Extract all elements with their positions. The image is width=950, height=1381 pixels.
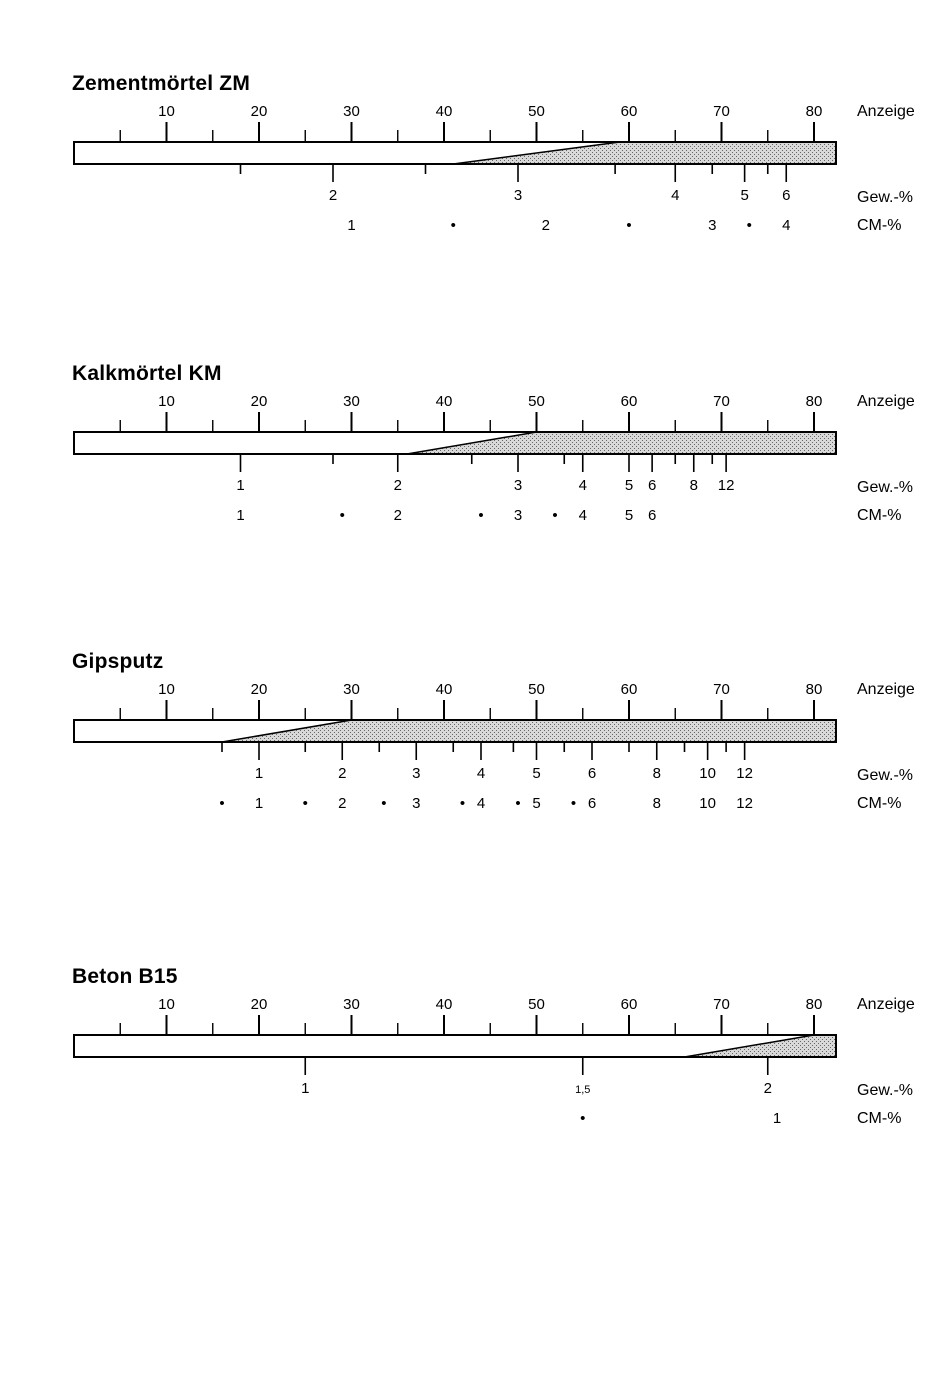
cm-dot-mark: • [580, 1110, 586, 1127]
gew-tick-label: 5 [532, 765, 541, 782]
anzeige-tick-label: 50 [528, 103, 545, 120]
anzeige-tick-label: 20 [250, 996, 268, 1013]
cm-dot-mark: • [339, 507, 345, 524]
scale-beton-b15 [0, 965, 950, 1205]
row-label-gew: Gew.-% [857, 767, 914, 784]
cm-tick-label: 3 [412, 795, 421, 812]
anzeige-tick-label: 80 [805, 681, 823, 698]
anzeige-tick-label: 70 [713, 996, 730, 1013]
cm-dot-mark: • [626, 217, 632, 234]
anzeige-tick-label: 20 [250, 103, 268, 120]
anzeige-tick-label: 40 [435, 996, 453, 1013]
gew-tick-label: 5 [624, 477, 634, 494]
cm-dot-mark: • [450, 217, 456, 234]
cm-tick-label: 1 [347, 217, 356, 234]
gew-tick-label: 8 [689, 477, 698, 494]
row-label-anzeige: Anzeige [857, 393, 915, 410]
gew-tick-label: 3 [412, 765, 421, 782]
gew-tick-label: 1 [301, 1080, 310, 1097]
anzeige-tick-label: 60 [620, 103, 638, 120]
scale-kalkmoertel [0, 362, 950, 602]
cm-tick-label: 5 [532, 795, 541, 812]
gew-tick-label: 4 [578, 477, 587, 494]
gew-tick-label: 2 [763, 1080, 772, 1097]
row-label-cm: CM-% [857, 1110, 902, 1127]
scale-title: Beton B15 [72, 965, 178, 988]
anzeige-tick-label: 60 [620, 393, 638, 410]
anzeige-tick-label: 50 [528, 393, 545, 410]
anzeige-tick-label: 50 [528, 996, 545, 1013]
row-label-cm: CM-% [857, 795, 902, 812]
cm-tick-label: 10 [699, 795, 716, 812]
scale-chart [0, 103, 950, 312]
anzeige-tick-label: 30 [343, 103, 360, 120]
anzeige-tick-label: 50 [528, 681, 545, 698]
cm-dot-mark: • [478, 507, 484, 524]
cm-tick-label: 4 [476, 795, 486, 812]
scale-zementmoertel [0, 72, 950, 312]
anzeige-tick-label: 30 [343, 681, 360, 698]
gew-tick-label: 10 [699, 765, 716, 782]
anzeige-tick-label: 30 [343, 393, 360, 410]
anzeige-tick-label: 70 [713, 103, 730, 120]
row-label-gew: Gew.-% [857, 1082, 914, 1099]
cm-tick-label: 2 [393, 507, 402, 524]
cm-tick-label: 3 [513, 507, 523, 524]
gew-tick-label: 1,5 [575, 1084, 591, 1096]
anzeige-tick-label: 10 [158, 681, 175, 698]
anzeige-tick-label: 20 [250, 681, 268, 698]
gew-tick-label: 6 [647, 477, 657, 494]
gew-tick-label: 6 [782, 187, 791, 204]
row-label-cm: CM-% [857, 507, 902, 524]
gew-tick-label: 2 [328, 187, 338, 204]
row-label-anzeige: Anzeige [857, 103, 915, 120]
gew-tick-label: 4 [476, 765, 486, 782]
anzeige-tick-label: 10 [158, 103, 175, 120]
cm-dot-mark: • [515, 795, 521, 812]
scale-chart [0, 681, 950, 890]
cm-tick-label: 1 [254, 795, 264, 812]
gew-tick-label: 12 [736, 765, 753, 782]
gew-tick-label: 2 [393, 477, 402, 494]
cm-tick-label: 3 [708, 217, 717, 234]
row-label-anzeige: Anzeige [857, 996, 915, 1013]
cm-dot-mark: • [746, 217, 752, 234]
cm-dot-mark: • [459, 795, 466, 812]
anzeige-tick-label: 80 [805, 996, 823, 1013]
anzeige-tick-label: 40 [435, 681, 453, 698]
anzeige-tick-label: 70 [713, 681, 730, 698]
anzeige-tick-label: 40 [435, 393, 453, 410]
cm-tick-label: 1 [236, 507, 245, 524]
anzeige-tick-label: 30 [343, 996, 360, 1013]
gew-tick-label: 6 [587, 765, 597, 782]
gew-tick-label: 2 [338, 765, 347, 782]
row-label-gew: Gew.-% [857, 479, 914, 496]
row-label-anzeige: Anzeige [857, 681, 915, 698]
gew-tick-label: 12 [717, 477, 735, 494]
cm-dot-mark: • [381, 795, 387, 812]
cm-tick-label: 2 [541, 217, 550, 234]
scale-chart [0, 393, 950, 602]
cm-tick-label: 5 [624, 507, 634, 524]
cm-tick-label: 6 [647, 507, 657, 524]
gew-tick-label: 5 [740, 187, 749, 204]
cm-tick-label: 2 [338, 795, 347, 812]
anzeige-tick-label: 60 [620, 996, 638, 1013]
anzeige-tick-label: 10 [158, 996, 175, 1013]
cm-dot-mark: • [552, 507, 558, 524]
row-label-cm: CM-% [857, 217, 902, 234]
anzeige-tick-label: 80 [805, 103, 823, 120]
scale-title: Zementmörtel ZM [72, 72, 251, 95]
gew-tick-label: 4 [671, 187, 680, 204]
anzeige-tick-label: 60 [620, 681, 638, 698]
scale-title: Gipsputz [72, 650, 164, 673]
cm-dot-mark: • [302, 795, 308, 812]
cm-dot-mark: • [570, 795, 577, 812]
cm-tick-label: 4 [782, 217, 791, 234]
anzeige-tick-label: 20 [250, 393, 268, 410]
gew-tick-label: 3 [513, 187, 523, 204]
cm-tick-label: 8 [652, 795, 661, 812]
row-label-gew: Gew.-% [857, 189, 914, 206]
scale-gipsputz [0, 650, 950, 890]
gew-tick-label: 1 [236, 477, 245, 494]
cm-tick-label: 1 [772, 1110, 782, 1127]
scale-chart [0, 996, 950, 1205]
anzeige-tick-label: 70 [713, 393, 730, 410]
cm-tick-label: 4 [578, 507, 587, 524]
anzeige-tick-label: 40 [435, 103, 453, 120]
cm-dot-mark: • [219, 795, 225, 812]
gew-tick-label: 3 [513, 477, 523, 494]
gew-tick-label: 8 [652, 765, 661, 782]
anzeige-tick-label: 10 [158, 393, 175, 410]
gew-tick-label: 1 [254, 765, 264, 782]
scale-title: Kalkmörtel KM [72, 362, 222, 385]
cm-tick-label: 6 [587, 795, 597, 812]
anzeige-tick-label: 80 [805, 393, 823, 410]
cm-tick-label: 12 [736, 795, 753, 812]
